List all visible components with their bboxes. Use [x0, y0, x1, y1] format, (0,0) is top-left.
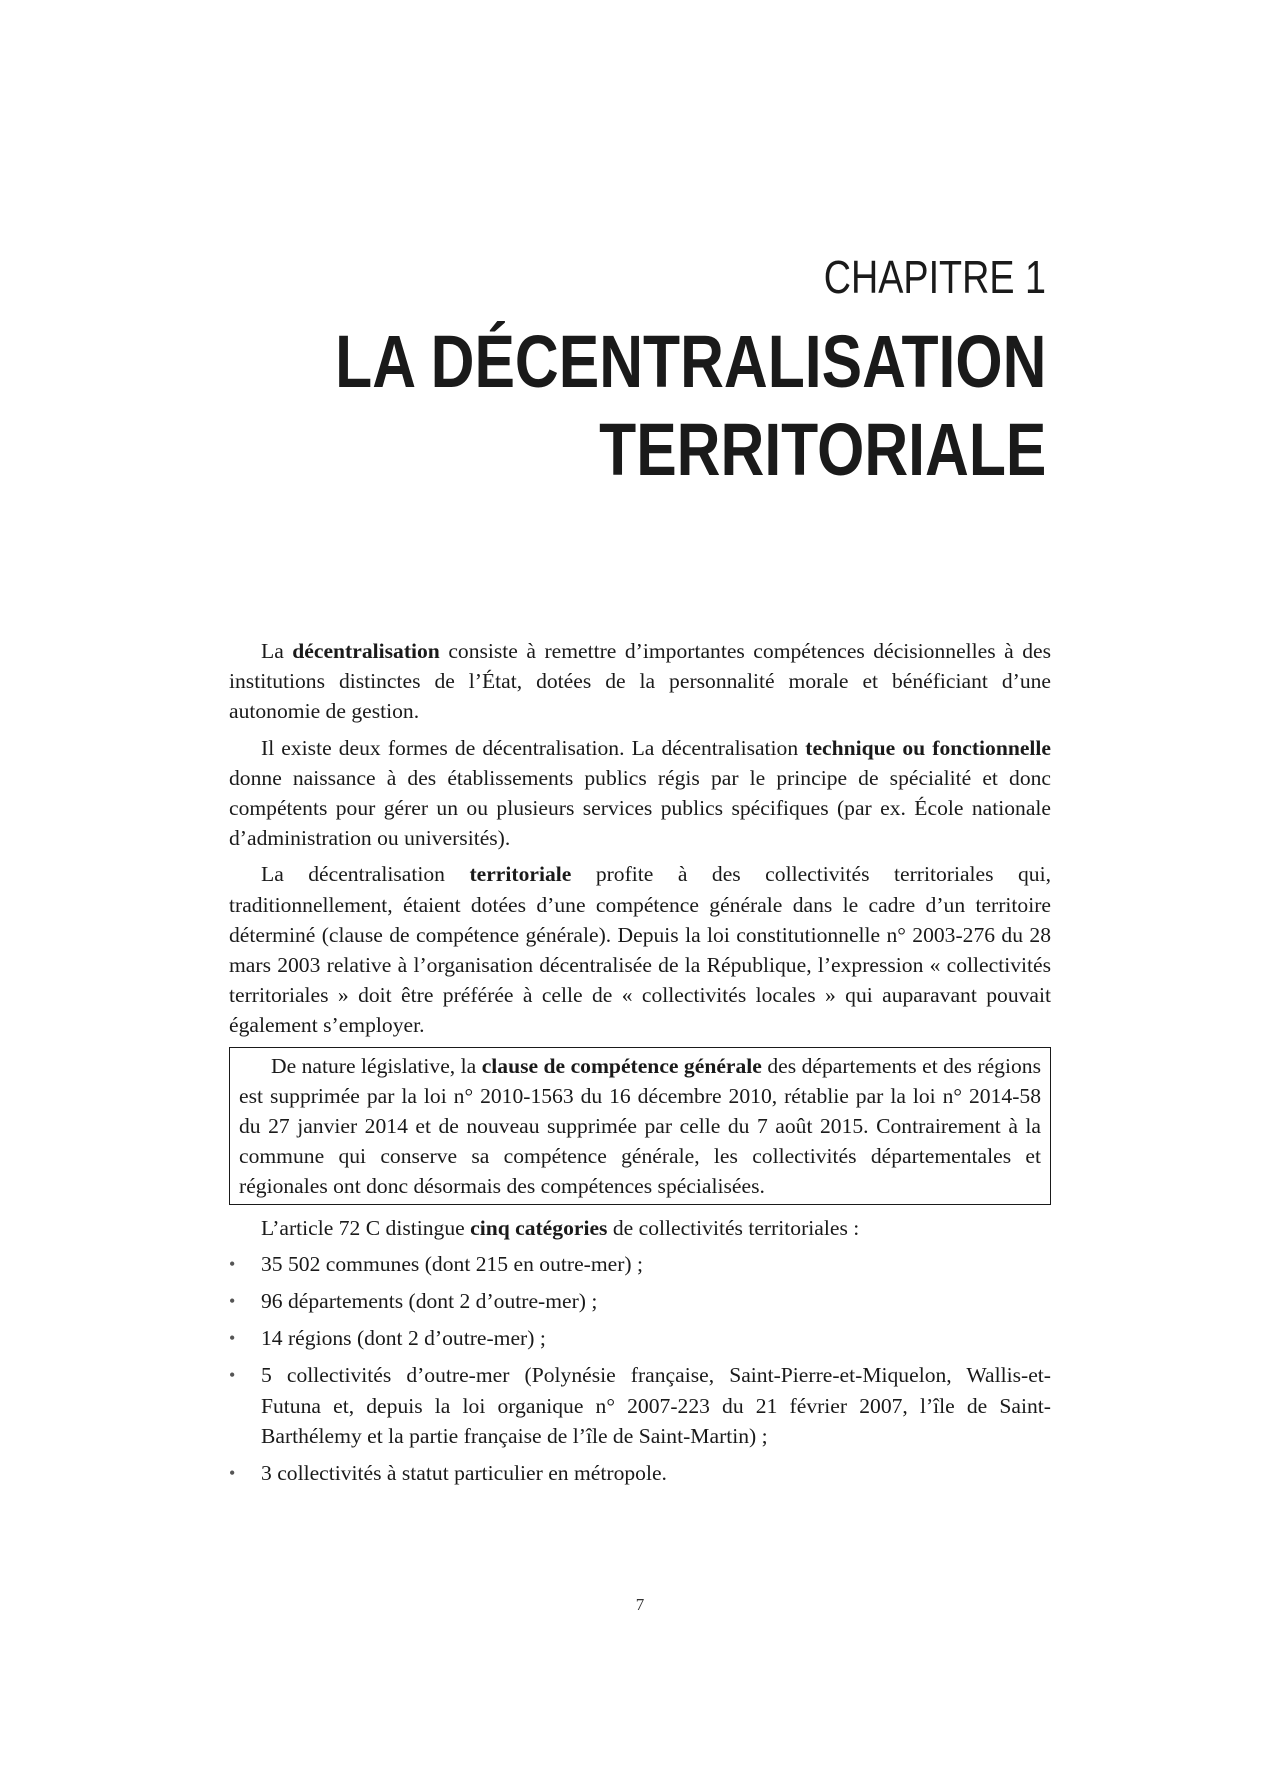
bold-term: clause de compétence générale	[481, 1053, 762, 1078]
text-run: De nature législative, la	[271, 1053, 482, 1078]
text-run: La décentralisation	[261, 862, 470, 887]
text-run: La	[261, 639, 293, 663]
page-number: 7	[635, 1595, 645, 1614]
bullet-icon: •	[229, 1253, 236, 1274]
chapter-title-line-2: TERRITORIALE	[598, 408, 1046, 491]
list-item-text: 96 départements (dont 2 d’outre-mer) ;	[261, 1289, 598, 1314]
bullet-icon: •	[229, 1463, 236, 1484]
categories-list	[229, 1249, 1051, 1488]
paragraph-technical-decentralisation	[229, 733, 1051, 854]
text-run: consiste à remettre d’importantes compétences décisionnelles à des institutions distinctes de l’État, dotées de la personnalité morale et bénéficiant d’une autonomie de gestion.	[229, 639, 1051, 724]
list-item	[229, 1249, 1051, 1279]
chapter-title-line-1: LA DÉCENTRALISATION	[334, 320, 1046, 403]
text-run: Il existe deux formes de décentralisation. La décentralisation	[261, 735, 806, 760]
paragraph-categories-intro	[229, 1213, 1051, 1243]
list-item	[229, 1360, 1051, 1451]
bold-term: territoriale	[469, 862, 572, 887]
boxed-note	[229, 1047, 1051, 1205]
list-item	[229, 1323, 1051, 1353]
list-item	[229, 1286, 1051, 1316]
list-item-text: 35 502 communes (dont 215 en outre-mer) ;	[261, 1251, 644, 1276]
text-run: L’article 72 C distingue	[261, 1215, 471, 1240]
bullet-icon: •	[229, 1291, 236, 1312]
boxed-note-text	[239, 1051, 1041, 1202]
text-run: des départements et des régions est supprimée par la loi n° 2010-1563 du 16 décembre 2010, rétablie par la loi n° 2014-58 du 27 janvier 2014 et de nouveau supprimée par celle du 7 août 2015. Contrairement à la commune qui conserve sa compétence générale, les collectivités départementales et régionales ont donc désormais des compétences spécialisées.	[239, 1053, 1041, 1199]
text-run: donne naissance à des établissements publics régis par le principe de spécialité et donc compétents pour gérer un ou plusieurs services publics spécifiques (par ex. École nationale d’administration ou universités).	[229, 765, 1051, 851]
list-item	[229, 1458, 1051, 1488]
bold-term: cinq catégories	[470, 1215, 608, 1240]
text-run: de collectivités territoriales :	[607, 1215, 860, 1240]
paragraph-territorial-decentralisation	[229, 859, 1051, 1040]
bold-term: décentralisation	[292, 639, 440, 663]
bullet-icon: •	[229, 1365, 236, 1386]
chapter-title	[335, 318, 1046, 494]
list-item-text: 14 régions (dont 2 d’outre-mer) ;	[261, 1326, 546, 1351]
list-item-text: 3 collectivités à statut particulier en métropole.	[261, 1461, 667, 1486]
list-item-text: 5 collectivités d’outre-mer (Polynésie française, Saint-Pierre-et-Miquelon, Wallis-et-Futuna et, depuis la loi organique n° 2007-223 du 21 février 2007, l’île de Saint-Barthélemy et la partie française de l’île de Saint-Martin) ;	[261, 1363, 1051, 1448]
text-run: profite à des collectivités territoriales qui, traditionnellement, étaient dotées d’une compétence générale dans le cadre d’un territoire déterminé (clause de compétence générale). Depuis la loi constitutionnelle n° 2003-276 du 28 mars 2003 relative à l’organisation décentralisée de la République, l’expression « collectivités territoriales » doit être préférée à celle de « collectivités locales » qui auparavant pouvait également s’employer.	[229, 862, 1051, 1038]
bold-term: technique ou fonctionnelle	[805, 735, 1052, 760]
body-text	[229, 636, 1051, 1495]
chapter-label: CHAPITRE 1	[823, 251, 1046, 303]
bullet-icon: •	[229, 1328, 236, 1349]
paragraph-decentralisation-definition	[229, 636, 1051, 727]
